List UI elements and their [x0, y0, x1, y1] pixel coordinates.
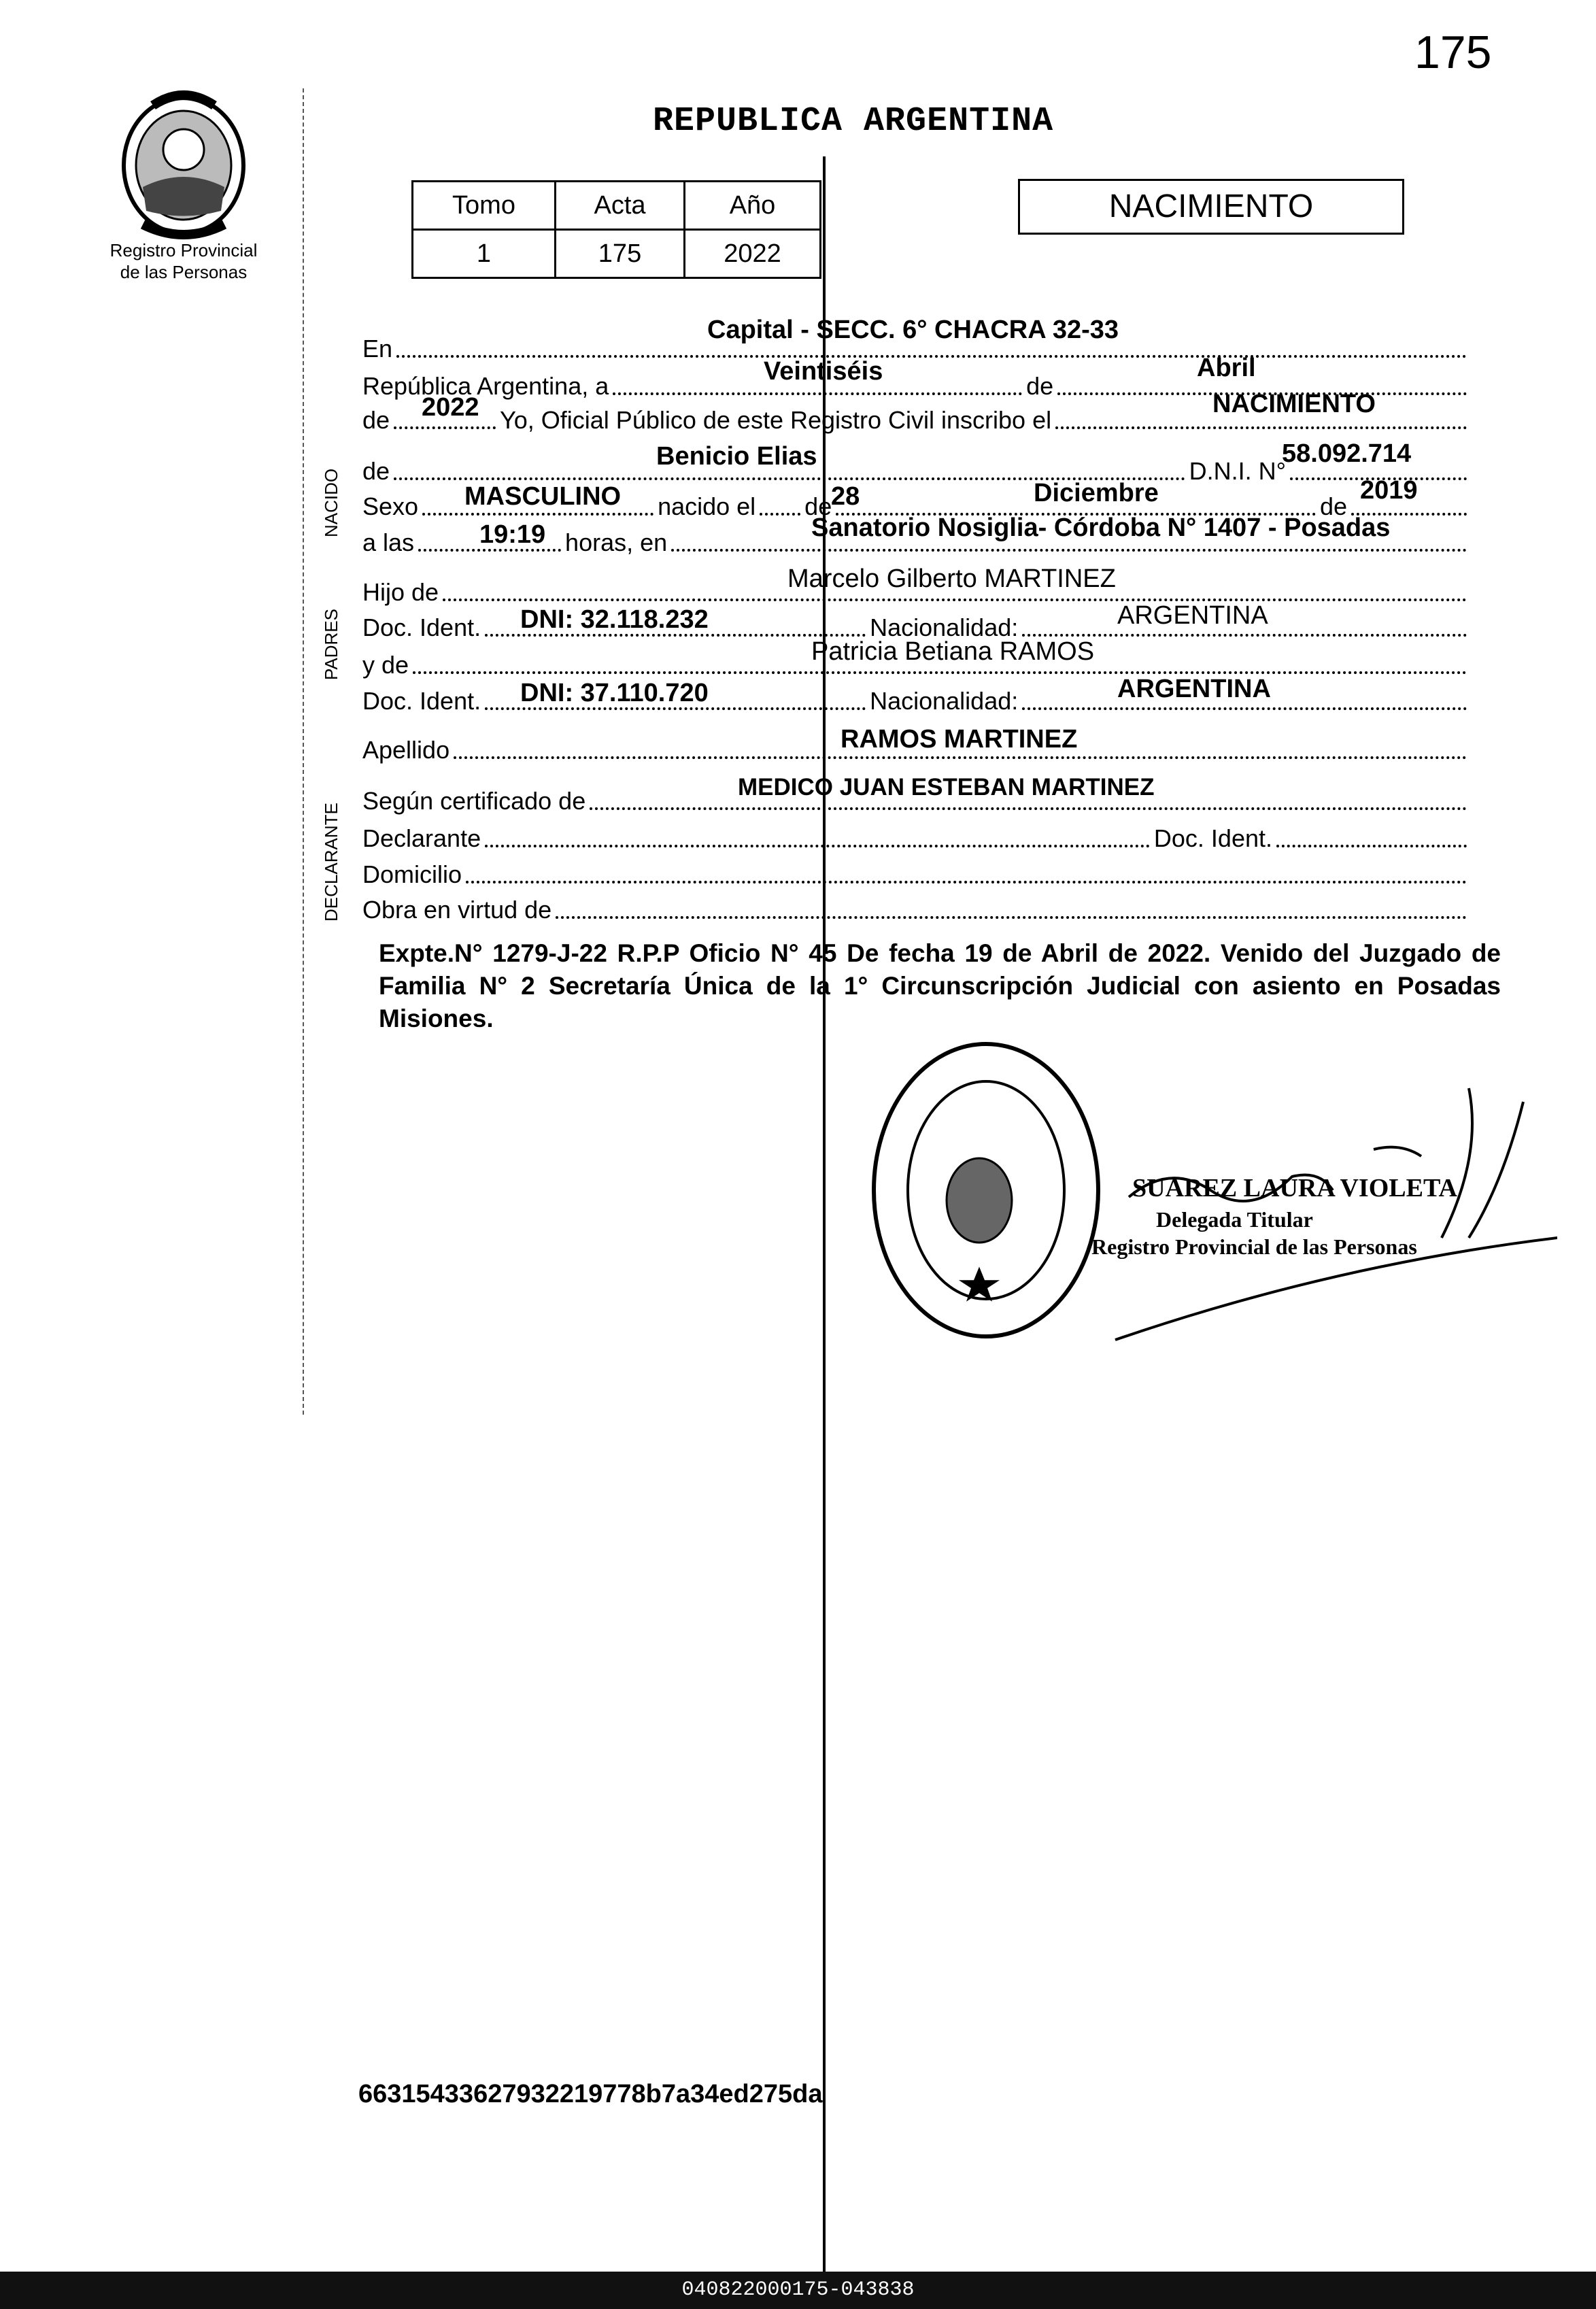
label-dni: D.N.I. N°: [1189, 457, 1286, 485]
signatory-organization: Registro Provincial de las Personas: [1091, 1234, 1417, 1259]
value-certificate: MEDICO JUAN ESTEBAN MARTINEZ: [738, 774, 1155, 800]
record-type-box: NACIMIENTO: [1018, 179, 1404, 235]
label-de-birth-year: de: [1319, 492, 1347, 520]
value-mother-nat: ARGENTINA: [1117, 675, 1271, 703]
label-y-de: y de: [362, 651, 409, 679]
book-reference-table: [411, 180, 821, 279]
book-header-ano: Año: [685, 182, 821, 230]
value-year: 2022: [422, 393, 479, 422]
book-value-tomo: 1: [413, 230, 556, 278]
value-day: Veintiséis: [764, 357, 883, 386]
label-mother-nat: Nacionalidad:: [870, 687, 1019, 715]
label-segun: Según certificado de: [362, 787, 586, 815]
signatory-name: SUAREZ LAURA VIOLETA: [1132, 1174, 1457, 1202]
label-domicilio: Domicilio: [362, 860, 462, 888]
label-horas-en: horas, en: [565, 528, 668, 556]
label-de: de: [1026, 372, 1054, 400]
side-label-nacido: NACIDO: [321, 468, 341, 537]
label-de-year: de: [362, 406, 390, 434]
remarks-text: Expte.N° 1279-J-22 R.P.P Oficio N° 45 De fecha 19 de Abril de 2022. Venido del Juzgado de Familia N° 2 Secretaría Única de la 1° Circunscripción Judicial con asiento en Posadas Misiones.: [379, 939, 1501, 1032]
logo-caption-line1: Registro Provincial: [109, 240, 258, 260]
label-de-birth-month: de: [804, 492, 832, 520]
value-birth-month: Diciembre: [1034, 479, 1159, 507]
value-surname: RAMOS MARTINEZ: [841, 725, 1078, 754]
label-sexo: Sexo: [362, 492, 419, 520]
row-obra: [362, 888, 1471, 927]
footer-code-bar: 040822000175-043838: [0, 2272, 1596, 2309]
book-header-acta: Acta: [556, 182, 685, 230]
handwritten-signature: [1061, 1061, 1557, 1347]
label-yo: Yo, Oficial Público de este Registro Civil inscribo el: [500, 406, 1052, 434]
left-margin-line: [303, 88, 304, 1415]
value-time: 19:19: [479, 520, 546, 549]
value-birth-year: 2019: [1360, 476, 1418, 505]
label-nacido-el: nacido el: [658, 492, 756, 520]
value-sex: MASCULINO: [464, 482, 622, 511]
side-label-declarante: DECLARANTE: [321, 803, 341, 922]
value-event: NACIMIENTO: [1212, 390, 1376, 418]
value-birth-day: 28: [831, 482, 860, 511]
label-mother-doc: Doc. Ident.: [362, 687, 481, 715]
document-hash: 66315433627932219778b7a34ed275da: [358, 2080, 823, 2108]
value-dni: 58.092.714: [1282, 439, 1412, 468]
label-republica: República Argentina, a: [362, 372, 609, 400]
scan-fold-line: [823, 156, 826, 2272]
document-title: REPUBLICA ARGENTINA: [653, 102, 1054, 141]
page-number: 175: [1414, 27, 1492, 78]
label-en: En: [362, 335, 393, 363]
value-name: Benicio Elias: [656, 442, 817, 471]
label-father-nat: Nacionalidad:: [870, 613, 1019, 641]
value-mother-doc: DNI: 37.110.720: [520, 679, 709, 707]
label-declarante: Declarante: [362, 824, 481, 852]
value-father: Marcelo Gilberto MARTINEZ: [787, 564, 1116, 593]
value-place: Capital - SECC. 6° CHACRA 32-33: [707, 316, 1119, 344]
label-hijo-de: Hijo de: [362, 578, 439, 606]
value-father-nat: ARGENTINA: [1117, 601, 1268, 630]
value-birth-place: Sanatorio Nosiglia- Córdoba N° 1407 - Posadas: [811, 513, 1391, 542]
label-father-doc: Doc. Ident.: [362, 613, 481, 641]
label-apellido: Apellido: [362, 736, 450, 764]
label-obra: Obra en virtud de: [362, 896, 552, 924]
book-header-tomo: Tomo: [413, 182, 556, 230]
value-father-doc: DNI: 32.118.232: [520, 605, 709, 634]
logo-caption: [85, 239, 282, 283]
book-value-acta: 175: [556, 230, 685, 278]
province-coat-of-arms-logo: [112, 85, 255, 241]
label-de-name: de: [362, 457, 390, 485]
label-a-las: a las: [362, 528, 415, 556]
row-domicilio: [362, 852, 1471, 892]
book-value-ano: 2022: [685, 230, 821, 278]
label-declarante-doc: Doc. Ident.: [1153, 824, 1272, 852]
value-mother: Patricia Betiana RAMOS: [811, 637, 1095, 666]
signatory-title: Delegada Titular: [1156, 1207, 1313, 1232]
row-declarante: [362, 816, 1471, 856]
side-label-padres: PADRES: [321, 609, 341, 680]
logo-caption-line2: de las Personas: [120, 262, 248, 282]
value-month: Abril: [1197, 354, 1256, 382]
